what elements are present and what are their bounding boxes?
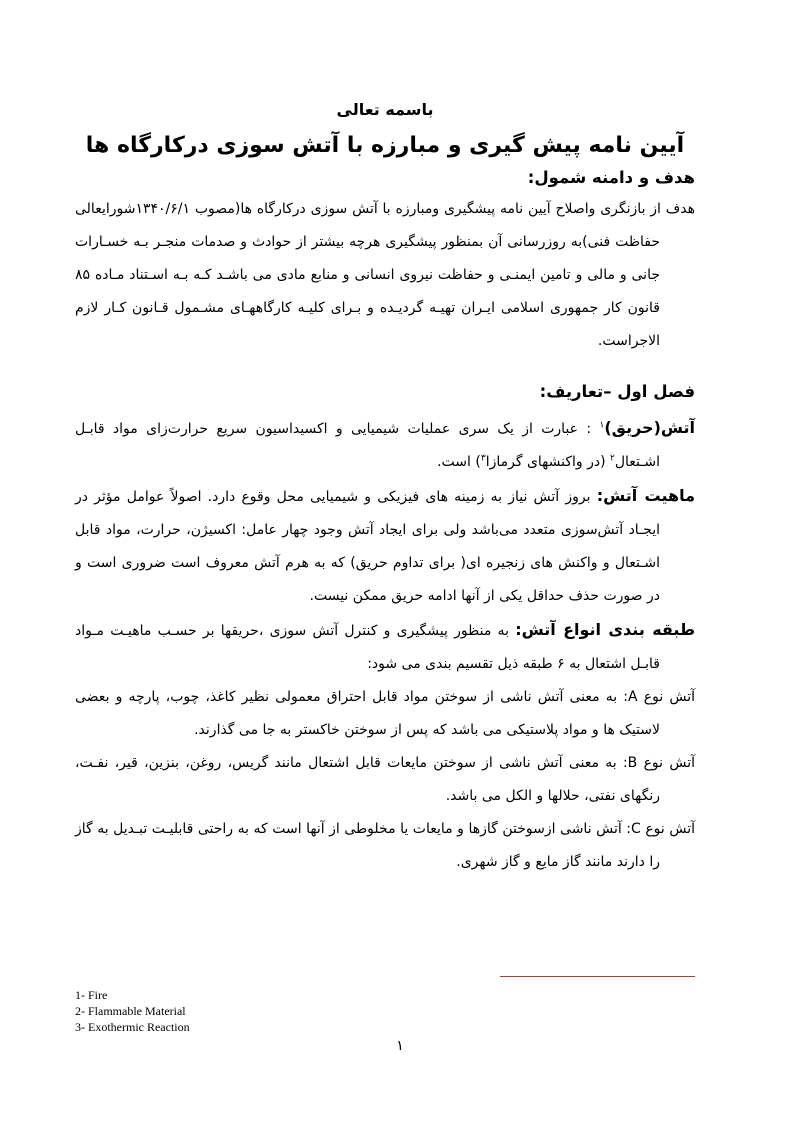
definition-nature-term: ماهیت آتش: xyxy=(596,486,695,505)
definition-classification-term: طبقه بندی انواع آتش: xyxy=(515,620,696,639)
footnote-1: 1- Fire xyxy=(75,988,108,1002)
definition-fire-text-b: (در واکنشهای گرمازا xyxy=(485,454,611,470)
page-number: ۱ xyxy=(396,1038,404,1054)
goal-paragraph: هدف از بازنگری واصلاح آیین نامه پیشگیری ومبارزه با آتش سوزی درکارگاه ها(مصوب ۱۳۴۰/۶/۱شورایعالی حفاظت فنی)به روزرسانی آن بمنظور پیشگیری هرچه بیشتر از حوادث و صدمات منجـر بـه خسـارات جانی و مالی و تامین ایمنـی و حفاظت نیروی انسانی و منابع مادی می باشـد کـه بـه اسـتناد مـاده ۸۵ قانون کار جمهوری اسلامی ایـران تهیـه گردیـده و بـرای کلیـه کارگاههـای مشـمول قـانون کـار لازم الاجراست. xyxy=(75,201,695,349)
definition-classification xyxy=(75,613,695,681)
document-body xyxy=(75,100,695,879)
definition-fire-text-a: : عبارت از یک سری عملیات شیمیایی و اکسیداسیون سریع حرارت‌زای مواد قابـل اشـتعال xyxy=(75,421,660,470)
fire-class-c: آتش نوع C: آتش ناشی ازسوختن گازها و مایعات یا مخلوطی از آنها است که به راحتی قابلیـت تبـدیل به گاز را دارند مانند گاز مایع و گاز شهری. xyxy=(75,821,695,870)
definition-nature xyxy=(75,479,695,613)
definition-nature-text: بروز آتش نیاز به زمینه های فیزیکی و شیمیایی محل وقوع دارد. اصولاً عوامل مؤثر در ایجـاد آتش‌سوزی متعدد می‌باشد ولی برای ایجاد آتش وجود چهار عامل: اکسیژن، حرارت، مواد قابل اشـتعال و واکنش های زنجیره ای( برای تداوم حریق) که به هرم آتش معروف است ضروری است و در صورت حذف حداقل یکی از آنها ادامه حریق ممکن نیست. xyxy=(75,489,660,604)
definition-fire-text-c: ) است. xyxy=(437,454,481,470)
footnote-ref-1: ۱ xyxy=(599,420,605,431)
goal-heading: هدف و دامنه شمول: xyxy=(527,168,695,187)
footnote-separator xyxy=(500,976,695,977)
footnotes xyxy=(75,987,190,1035)
footnote-3: 3- Exothermic Reaction xyxy=(75,1020,190,1034)
fire-class-b: آتش نوع B: به معنی آتش ناشی از سوختن مایعات قابل اشتعال مانند گریس، روغن، بنزین، قیر، نفـت، رنگهای نفتی، حلالها و الکل می باشد. xyxy=(75,755,695,804)
document-title: آیین نامه پیش گیری و مبارزه با آتش سوزی درکارگاه ها xyxy=(85,133,685,158)
footnote-ref-3: ۳ xyxy=(480,453,486,464)
chapter1-heading: فصل اول –تعاریف: xyxy=(539,382,695,401)
bismillah-heading: باسمه تعالی xyxy=(336,100,434,119)
footnote-ref-2: ۲ xyxy=(610,453,615,464)
footnote-2: 2- Flammable Material xyxy=(75,1004,186,1018)
fire-class-a: آتش نوع A: به معنی آتش ناشی از سوختن مواد قابل احتراق معمولی نظیر کاغذ، چوب، پارچه و بعضی لاستیک ها و مواد پلاستیکی می باشد که پس از سوختن خاکستر به جا می گذارند. xyxy=(75,689,695,738)
definition-fire-term: آتش(حریق) xyxy=(604,418,695,437)
definition-fire xyxy=(75,411,695,479)
definition-classification-text: به منظور پیشگیری و کنترل آتش سوزی ،حریقها بر حسـب ماهیـت مـواد قابـل اشتعال به ۶ طبقه ذیل تقسیم بندی می شود: xyxy=(75,623,660,672)
